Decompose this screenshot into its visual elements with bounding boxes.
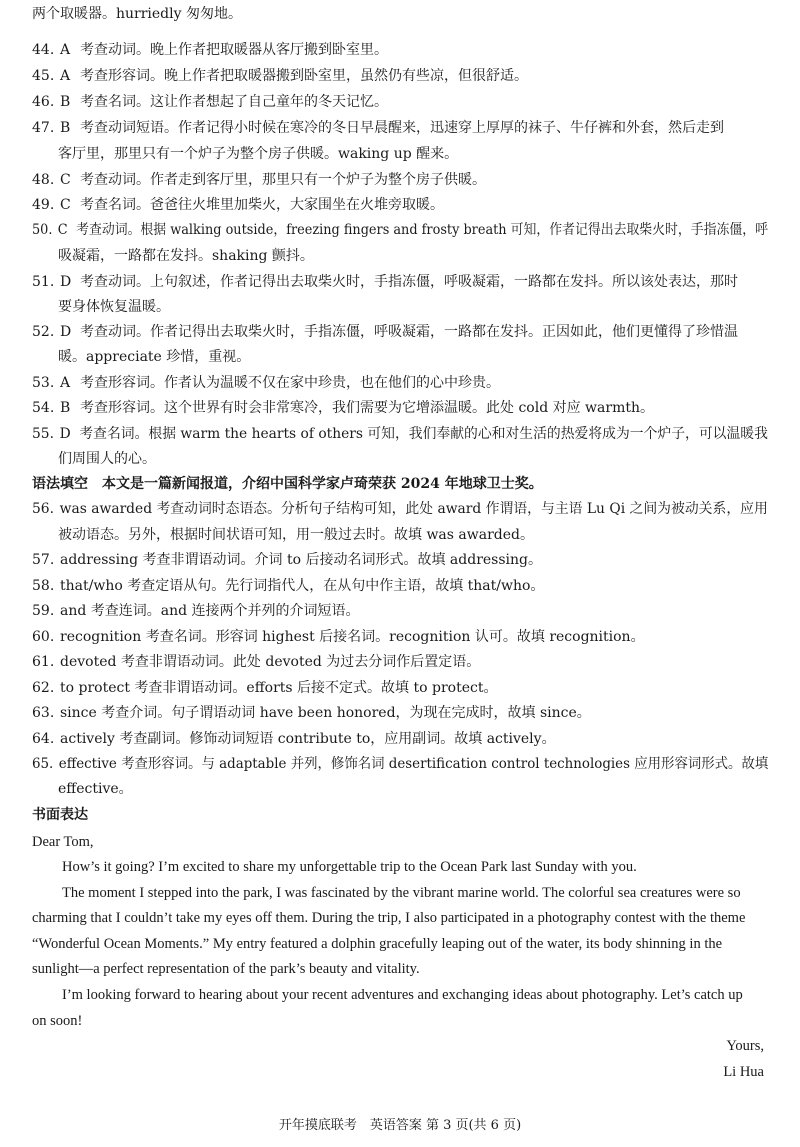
- explanation: 考查动词。作者记得出去取柴火时，手指冻僵，呼吸凝霜，一路都在发抖。正因如此，他们更懂得了珍惜温: [80, 324, 738, 340]
- answer-56-continued: 被动语态。另外，根据时间状语可知，用一般过去时。故填 was awarded。: [58, 527, 534, 543]
- letter-paragraph-2-line-2: charming that I couldn’t take my eyes off them. During the trip, I also participated in a photography contest with the theme: [32, 910, 746, 926]
- question-number: 46.: [32, 94, 55, 110]
- answer-50-continued: 吸凝霜，一路都在发抖。shaking 颤抖。: [58, 248, 314, 264]
- explanation: 考查形容词。作者认为温暖不仅在家中珍贵，也在他们的心中珍贵。: [80, 375, 500, 391]
- question-number: 63.: [32, 705, 55, 721]
- answer-63: [32, 703, 591, 723]
- question-number: 48.: [32, 172, 55, 188]
- explanation: 考查动词。作者走到客厅里，那里只有一个炉子为整个房子供暖。: [80, 172, 486, 188]
- answer-55-continued: 们周围人的心。: [58, 451, 156, 467]
- answer-letter: D: [60, 274, 72, 290]
- answer-letter: B: [60, 120, 71, 136]
- answer-52: [32, 322, 738, 342]
- answer-50: [32, 220, 768, 240]
- explanation: 考查形容词。这个世界有时会非常寒冷，我们需要为它增添温暖。此处 cold 对应 warmth。: [80, 400, 654, 416]
- answer-51: [32, 272, 738, 292]
- explanation: 考查动词短语。作者记得小时候在寒冷的冬日早晨醒来，迅速穿上厚厚的袜子、牛仔裤和外套，然后走到: [80, 120, 724, 136]
- answer-letter: A: [60, 375, 71, 391]
- question-number: 49.: [32, 197, 55, 213]
- answer-48: [32, 170, 486, 190]
- explanation: to protect 考查非谓语动词。efforts 后接不定式。故填 to protect。: [60, 680, 498, 696]
- page-footer: 开年摸底联考 英语答案 第 3 页(共 6 页): [278, 1118, 522, 1133]
- answer-55: [32, 424, 768, 444]
- answer-65: [32, 754, 768, 774]
- continuation-line: 两个取暖器。hurriedly 匆匆地。: [32, 6, 242, 22]
- letter-paragraph-2-line-4: sunlight—a perfect representation of the park’s beauty and vitality.: [32, 961, 420, 977]
- answer-letter: D: [59, 426, 71, 442]
- explanation: 考查动词。晚上作者把取暖器从客厅搬到卧室里。: [80, 42, 388, 58]
- answer-56: [32, 499, 768, 519]
- answer-letter: D: [60, 324, 72, 340]
- explanation: and 考查连词。and 连接两个并列的介词短语。: [60, 603, 360, 619]
- question-number: 47.: [32, 120, 55, 136]
- question-number: 53.: [32, 375, 55, 391]
- question-number: 52.: [32, 324, 55, 340]
- explanation: 考查名词。爸爸往火堆里加柴火，大家围坐在火堆旁取暖。: [80, 197, 444, 213]
- question-number: 54.: [32, 400, 55, 416]
- answer-62: [32, 678, 497, 698]
- explanation: that/who 考查定语从句。先行词指代人，在从句中作主语，故填 that/who。: [60, 578, 545, 594]
- answer-58: [32, 576, 544, 596]
- explanation: 考查动词。根据 walking outside，freezing fingers and frosty breath 可知，作者记得出去取柴火时，手指冻僵，呼: [76, 222, 768, 238]
- answer-44: [32, 40, 388, 60]
- explanation: 考查名词。根据 warm the hearts of others 可知，我们奉献的心和对生活的热爱将成为一个炉子，可以温暖我: [79, 426, 768, 442]
- question-number: 56.: [32, 501, 54, 517]
- explanation: recognition 考查名词。形容词 highest 后接名词。recognition 认可。故填 recognition。: [60, 629, 645, 645]
- explanation: devoted 考查非谓语动词。此处 devoted 为过去分词作后置定语。: [60, 654, 481, 670]
- letter-paragraph-2-line-3: “Wonderful Ocean Moments.” My entry featured a dolphin gracefully leaping out of the water, its body shinning in the: [32, 936, 723, 952]
- answer-61: [32, 652, 480, 672]
- question-number: 60.: [32, 629, 55, 645]
- answer-letter: C: [57, 222, 68, 238]
- question-number: 51.: [32, 274, 55, 290]
- explanation: 考查名词。这让作者想起了自己童年的冬天记忆。: [80, 94, 388, 110]
- answer-59: [32, 601, 360, 621]
- question-number: 62.: [32, 680, 55, 696]
- question-number: 57.: [32, 552, 55, 568]
- question-number: 50.: [32, 222, 53, 238]
- answer-60: [32, 627, 645, 647]
- answer-65-continued: effective。: [58, 781, 133, 797]
- explanation: 考查动词。上句叙述，作者记得出去取柴火时，手指冻僵，呼吸凝霜，一路都在发抖。所以该处表达，那时: [80, 274, 738, 290]
- answer-letter: A: [60, 42, 71, 58]
- explanation: 考查形容词。晚上作者把取暖器搬到卧室里，虽然仍有些凉，但很舒适。: [80, 68, 528, 84]
- answer-47: [32, 118, 724, 138]
- question-number: 44.: [32, 42, 55, 58]
- explanation: addressing 考查非谓语动词。介词 to 后接动名词形式。故填 addressing。: [60, 552, 543, 568]
- question-number: 45.: [32, 68, 55, 84]
- answer-64: [32, 729, 556, 749]
- answer-letter: B: [60, 400, 71, 416]
- question-number: 59.: [32, 603, 55, 619]
- explanation: actively 考查副词。修饰动词短语 contribute to，应用副词。故填 actively。: [60, 731, 556, 747]
- answer-54: [32, 398, 654, 418]
- answer-letter: B: [60, 94, 71, 110]
- answer-52-continued: 暖。appreciate 珍惜，重视。: [58, 349, 251, 365]
- question-number: 61.: [32, 654, 55, 670]
- letter-paragraph-3-line-1: I’m looking forward to hearing about your recent adventures and exchanging ideas about photography. Let’s catch up: [62, 987, 743, 1003]
- answer-57: [32, 550, 542, 570]
- letter-signature: Li Hua: [723, 1064, 764, 1080]
- explanation: effective 考查形容词。与 adaptable 并列，修饰名词 desertification control technologies 应用形容词形式。故填: [58, 756, 769, 772]
- letter-greeting: Dear Tom,: [32, 834, 94, 850]
- answer-47-continued: 客厅里，那里只有一个炉子为整个房子供暖。waking up 醒来。: [58, 146, 459, 162]
- question-number: 58.: [32, 578, 55, 594]
- explanation: was awarded 考查动词时态语态。分析句子结构可知，此处 award 作谓语，与主语 Lu Qi 之间为被动关系，应用: [59, 501, 768, 517]
- answer-45: [32, 66, 528, 86]
- letter-paragraph-3-line-2: on soon!: [32, 1013, 83, 1029]
- answer-53: [32, 373, 500, 393]
- answer-51-continued: 要身体恢复温暖。: [58, 299, 170, 315]
- grammar-section-heading: 语法填空 本文是一篇新闻报道，介绍中国科学家卢琦荣获 2024 年地球卫士奖。: [32, 476, 543, 492]
- answer-letter: C: [60, 197, 71, 213]
- answer-49: [32, 195, 444, 215]
- answer-46: [32, 92, 388, 112]
- letter-closing: Yours,: [726, 1038, 764, 1054]
- question-number: 65.: [32, 756, 54, 772]
- explanation: since 考查介词。句子谓语动词 have been honored，为现在完成时，故填 since。: [60, 705, 591, 721]
- question-number: 55.: [32, 426, 54, 442]
- answer-letter: C: [60, 172, 71, 188]
- letter-paragraph-1: How’s it going? I’m excited to share my unforgettable trip to the Ocean Park last Sunday with you.: [62, 859, 637, 875]
- question-number: 64.: [32, 731, 55, 747]
- writing-section-heading: 书面表达: [32, 807, 88, 823]
- answer-letter: A: [60, 68, 71, 84]
- letter-paragraph-2-line-1: The moment I stepped into the park, I was fascinated by the vibrant marine world. The colorful sea creatures were so: [62, 885, 741, 901]
